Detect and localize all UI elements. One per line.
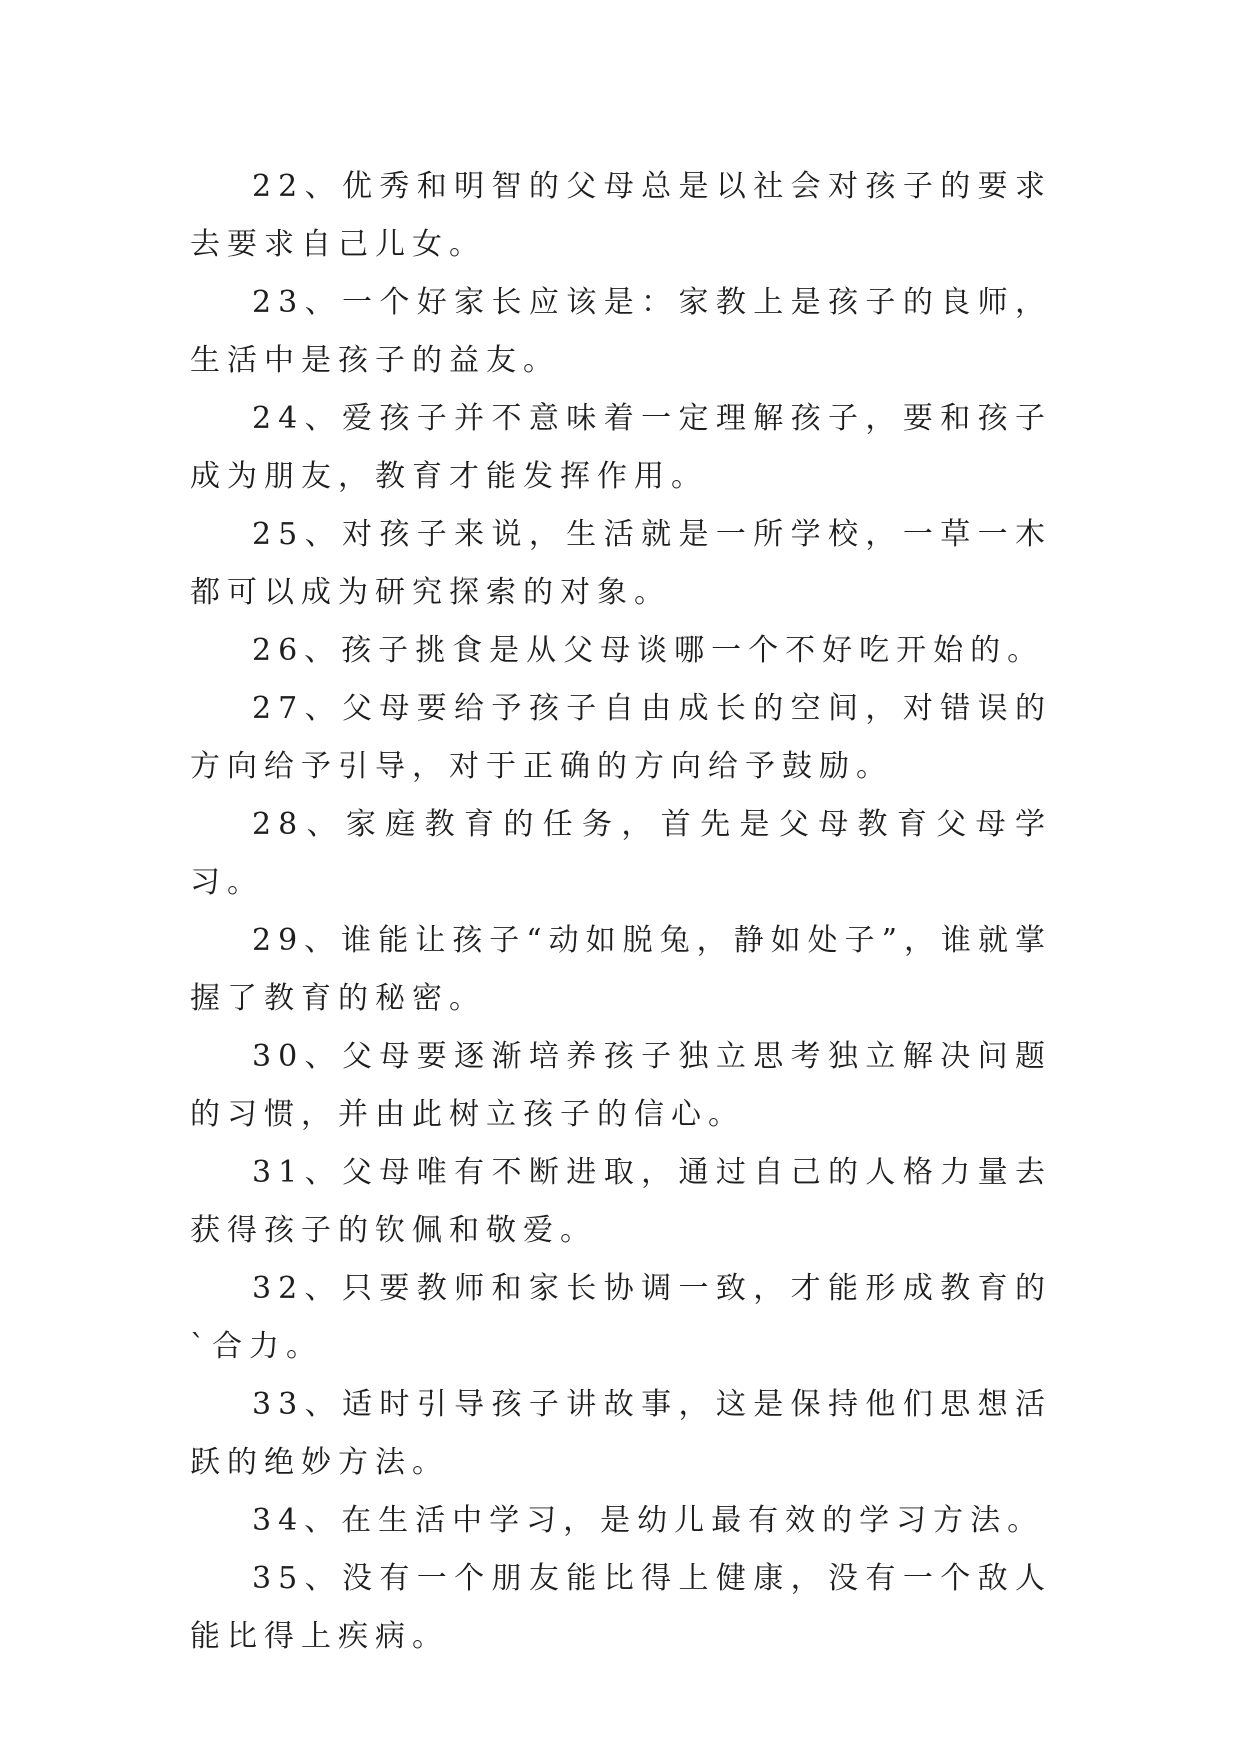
paragraph-28: 28、家庭教育的任务，首先是父母教育父母学习。 [190, 807, 1052, 900]
paragraph-26: 26、孩子挑食是从父母谈哪一个不好吃开始的。 [252, 633, 1045, 668]
paragraph-22: 22、优秀和明智的父母总是以社会对孩子的要求去要求自己儿女。 [190, 169, 1052, 262]
paragraph-29: 29、谁能让孩子“动如脱兔，静如处子”，谁就掌握了教育的秘密。 [190, 923, 1052, 1016]
paragraph-24: 24、爱孩子并不意味着一定理解孩子，要和孩子成为朋友，教育才能发挥作用。 [190, 401, 1052, 494]
paragraph-23: 23、一个好家长应该是：家教上是孩子的良师，生活中是孩子的益友。 [190, 285, 1052, 378]
paragraph-27: 27、父母要给予孩子自由成长的空间，对错误的方向给予引导，对于正确的方向给予鼓励。 [190, 691, 1052, 784]
paragraph-35: 35、没有一个朋友能比得上健康，没有一个敌人能比得上疾病。 [190, 1561, 1052, 1654]
paragraph-34: 34、在生活中学习，是幼儿最有效的学习方法。 [252, 1503, 1045, 1538]
paragraph-33: 33、适时引导孩子讲故事，这是保持他们思想活跃的绝妙方法。 [190, 1387, 1052, 1480]
document-body [190, 158, 1052, 1666]
paragraph-25: 25、对孩子来说，生活就是一所学校，一草一木都可以成为研究探索的对象。 [190, 517, 1052, 610]
paragraph-32: 32、只要教师和家长协调一致，才能形成教育的`合力。 [190, 1271, 1052, 1364]
paragraph-30: 30、父母要逐渐培养孩子独立思考独立解决问题的习惯，并由此树立孩子的信心。 [190, 1039, 1052, 1132]
paragraph-31: 31、父母唯有不断进取，通过自己的人格力量去获得孩子的钦佩和敬爱。 [190, 1155, 1052, 1248]
